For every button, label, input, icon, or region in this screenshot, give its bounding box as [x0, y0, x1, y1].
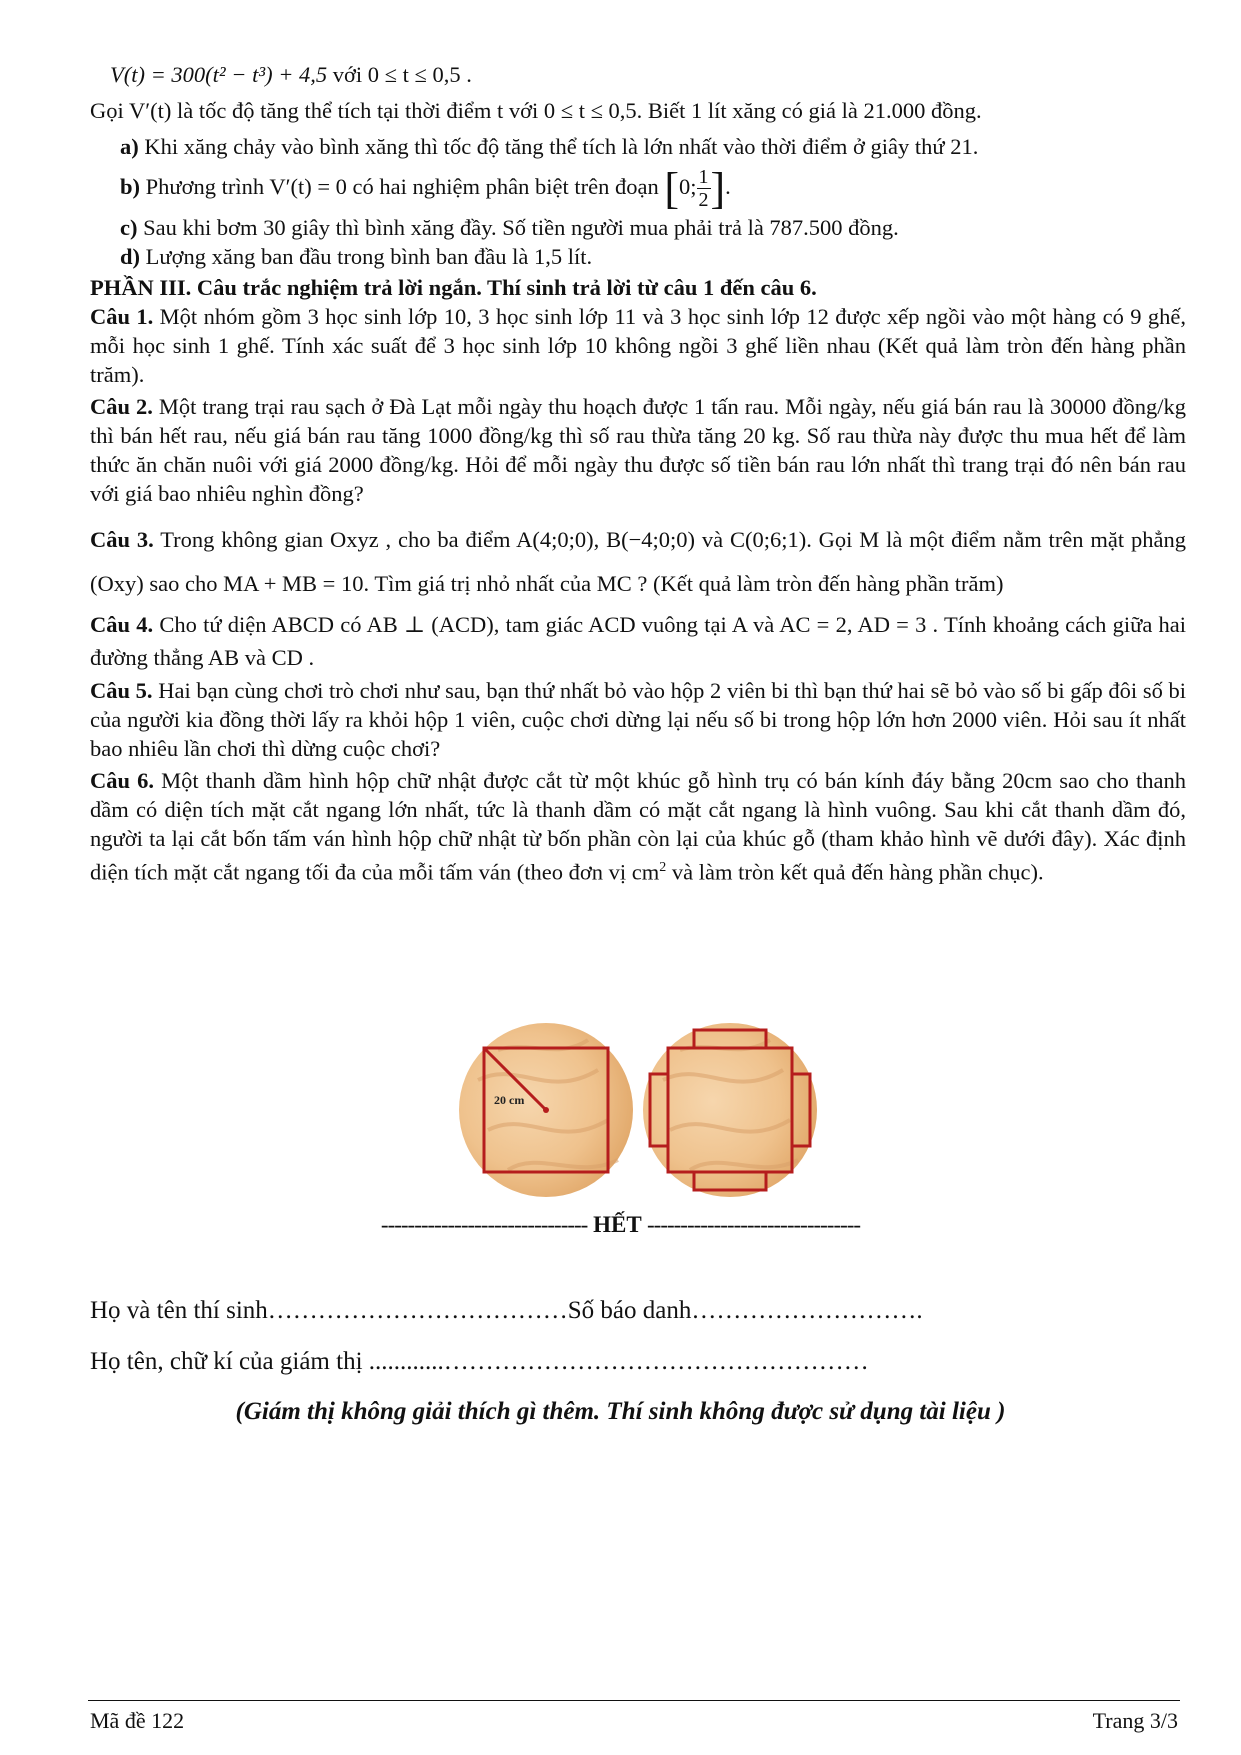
page-number: Trang 3/3 [1092, 1708, 1178, 1733]
fraction: $\frac{1}{2}$ [698, 166, 709, 212]
log-left [459, 1023, 633, 1197]
option-a: a) Khi xăng chảy vào bình xăng thì tốc độ tăng thể tích là lớn nhất vào thời điểm ở giây thứ 21. [120, 134, 979, 159]
question-3: Câu 3. Trong không gian Oxyz , cho ba điểm A(4;0;0), B(−4;0;0) và C(0;6;1). Gọi M là một điểm nằm trên mặt phẳng (Oxy) sao cho MA + MB = 10. Tìm giá trị nhỏ nhất của MC ? (Kết quả làm tròn đến hàng phần trăm) [90, 527, 1186, 596]
question-4: Câu 4. Cho tứ diện ABCD có AB ⊥ (ACD), tam giác ACD vuông tại A và AC = 2, AD = 3 . Tính khoảng cách giữa hai đường thẳng AB và CD . [90, 612, 1187, 670]
candidate-name-line: Họ và tên thí sinh………………………………Số báo danh………………………. [90, 1297, 923, 1324]
option-b: b) Phương trình V′(t) = 0 có hai nghiệm phân biệt trên đoạn [0; $\frac{1}{2}$ ]. [120, 163, 731, 213]
intro-text: Gọi V′(t) là tốc độ tăng thể tích tại thời điểm t với 0 ≤ t ≤ 0,5. Biết 1 lít xăng có giá là 21.000 đồng. [90, 98, 982, 123]
question-6: Câu 6. Một thanh dầm hình hộp chữ nhật được cắt từ một khúc gỗ hình trụ có bán kính đáy bằng 20cm sao cho thanh dầm có diện tích mặt cắt ngang lớn nhất, tức là thanh dầm có mặt cắt ngang là hình vuông. Sau khi cắt thanh dầm đó, người ta lại cắt bốn tấm ván hình hộp chữ nhật từ bốn phần còn lại của khúc gỗ (tham khảo hình vẽ dưới đây). Xác định diện tích mặt cắt ngang tối đa của mỗi tấm ván (theo đơn vị $cm^2$ và làm tròn kết quả đến hàng phần chục). [90, 768, 1187, 885]
formula-condition: với 0 ≤ t ≤ 0,5 . [332, 62, 472, 87]
question-2: Câu 2. Một trang trại rau sạch ở Đà Lạt mỗi ngày thu hoạch được 1 tấn rau. Mỗi ngày, nếu giá bán rau là 30000 đồng/kg thì bán hết rau, nếu giá bán rau tăng 1000 đồng/kg thì số rau thừa tăng 20 kg. Số rau thừa này được thu mua hết để làm thức ăn chăn nuôi với giá 2000 đồng/kg. Hỏi để mỗi ngày thu được số tiền bán rau lớn nhất thì trang trại đó nên bán rau với giá bao nhiêu nghìn đồng? [90, 394, 1187, 506]
page-footer [90, 1708, 1178, 1734]
proctor-note: (Giám thị không giải thích gì thêm. Thí sinh không được sử dụng tài liệu ) [235, 1398, 1006, 1425]
interval-right-bracket: ] [710, 163, 726, 213]
question-5: Câu 5. Hai bạn cùng chơi trò chơi như sau, bạn thứ nhất bỏ vào hộp 2 viên bi thì bạn thứ hai sẽ bỏ vào số bi gấp đôi số bi của người kia đồng thời lấy ra khỏi hộp 1 viên, cuộc chơi dừng lại nếu số bi trong hộp lớn hơn 2000 viên. Hỏi sau ít nhất bao nhiêu lần chơi thì dừng cuộc chơi? [90, 678, 1186, 761]
end-marker: ------------------------------- HẾT -------------------------------- [380, 1212, 861, 1237]
interval-left-bracket: [ [664, 163, 679, 213]
radius-label: 20 cm [494, 1093, 525, 1107]
footer-divider [88, 1700, 1180, 1701]
part3-heading: PHẦN III. Câu trắc nghiệm trả lời ngắn. Thí sinh trả lời từ câu 1 đến câu 6. [90, 275, 817, 300]
volume-formula [90, 60, 1186, 89]
wood-figure-svg [458, 1020, 818, 1200]
proctor-sign-line: Họ tên, chữ kí của giám thị ............…………………………………………… [90, 1348, 869, 1375]
log-right [643, 1023, 817, 1197]
center-dot [543, 1107, 549, 1113]
question-1: Câu 1. Một nhóm gồm 3 học sinh lớp 10, 3 học sinh lớp 11 và 3 học sinh lớp 12 được xếp ngồi vào một hàng có 9 ghế, mỗi học sinh 1 ghế. Tính xác suất để 3 học sinh lớp 10 không ngồi 3 ghế liền nhau (Kết quả làm tròn đến hàng phần trăm). [90, 304, 1187, 387]
wood-cross-section-figures [458, 1020, 818, 1200]
option-d: d) Lượng xăng ban đầu trong bình ban đầu là 1,5 lít. [120, 244, 593, 269]
option-c: c) Sau khi bơm 30 giây thì bình xăng đầy. Số tiền người mua phải trả là 787.500 đồng. [120, 215, 899, 240]
formula-expression: V(t) = 300(t² − t³) + 4,5 [110, 62, 328, 87]
exam-code: Mã đề 122 [90, 1708, 185, 1733]
exam-page [90, 60, 1186, 887]
